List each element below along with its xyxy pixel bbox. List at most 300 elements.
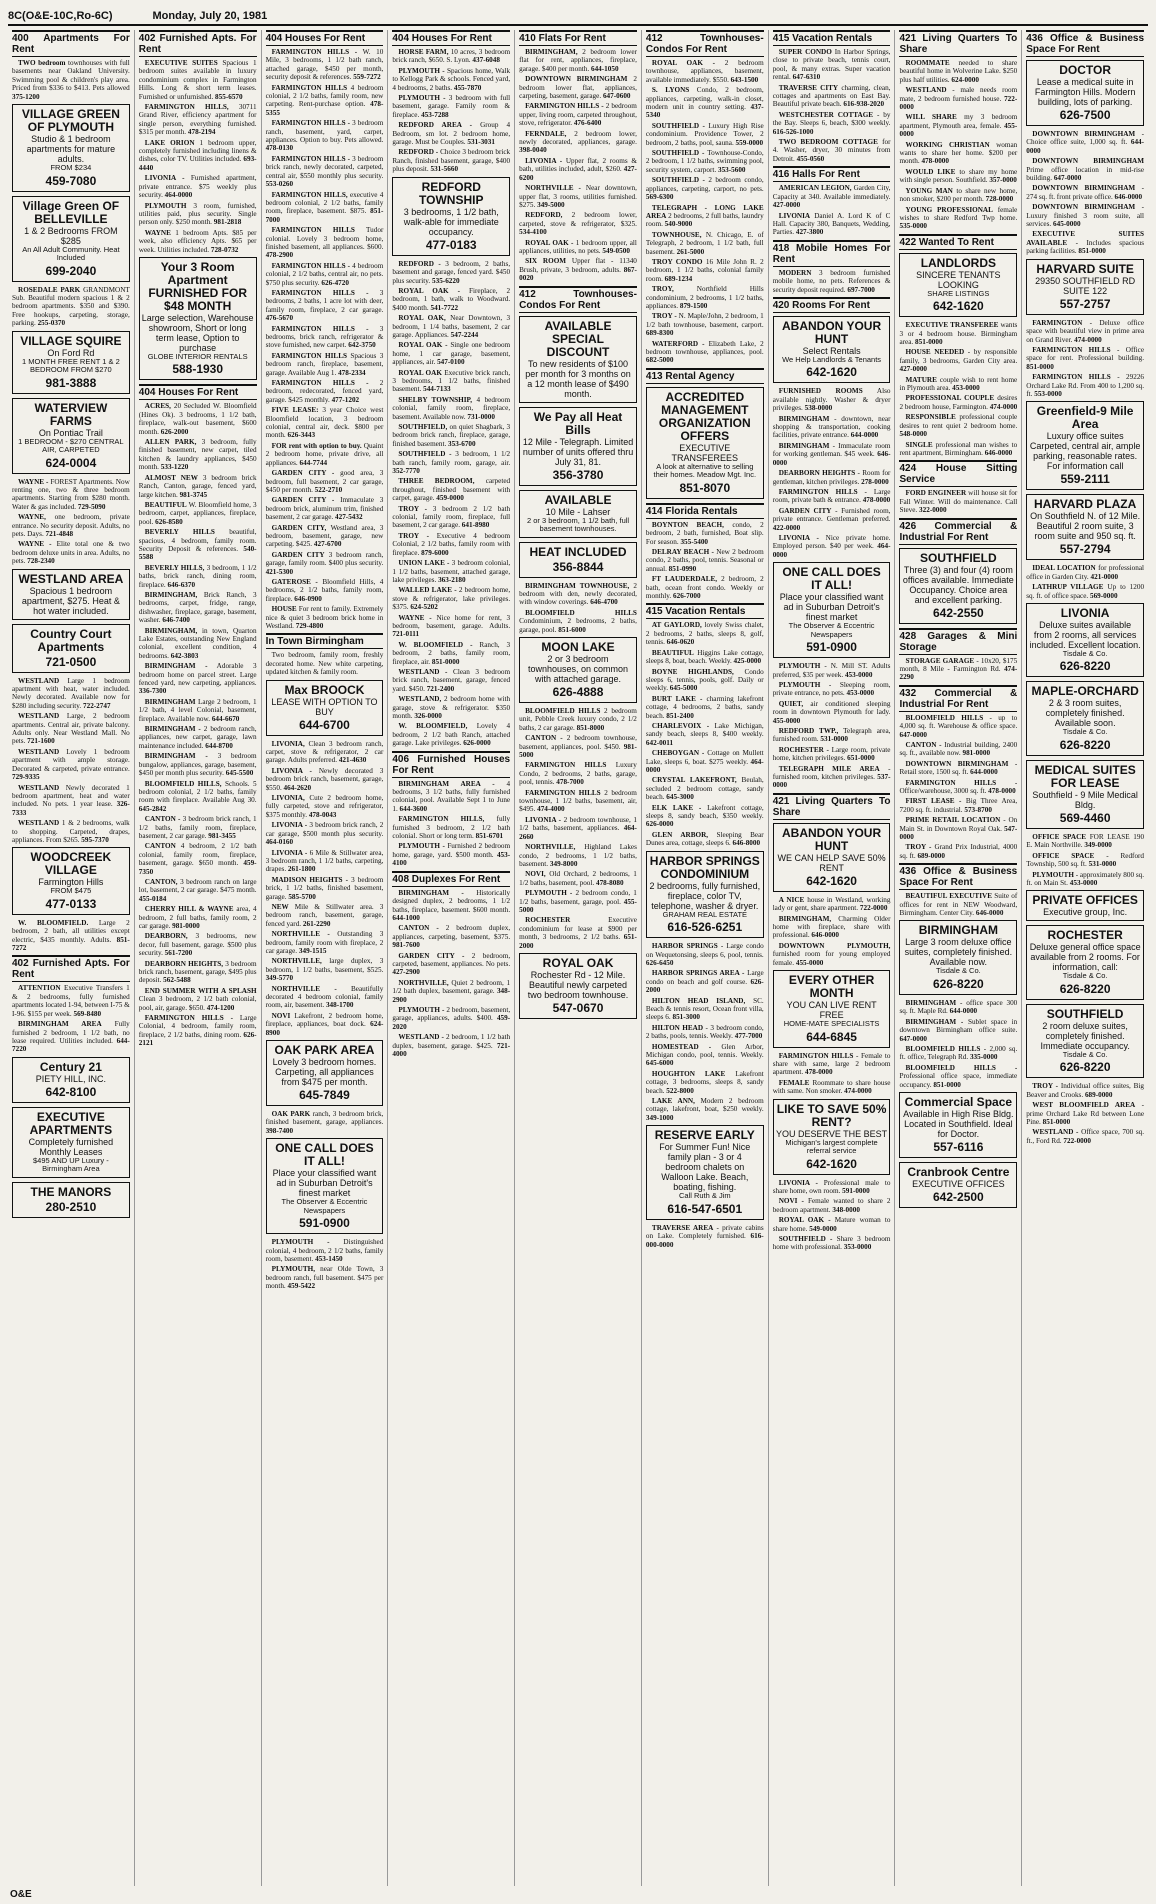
listing-lead: DOWNTOWN BIRMINGHAM	[1032, 184, 1136, 193]
listing-text: 10 acres, 3 bedroom brick ranch, $650. S. Lyon.	[392, 48, 511, 65]
listing-text: 3 bedroom ranch, garage, family room. $400 plus security.	[265, 550, 384, 568]
listing-text: Beautifully decorated 4 bedroom colonial, family room, air, basement.	[265, 984, 384, 1010]
listing-text: Glen Arbor, Michigan condo, pool, tennis. Weekly.	[645, 1042, 764, 1059]
listing-phone: 624-5202	[410, 603, 438, 612]
display-ad	[899, 920, 1017, 995]
display-ad	[1026, 681, 1144, 756]
listing-lead: BLOOMFIELD HILLS,	[144, 779, 222, 788]
display-ad-big: MEDICAL SUITES FOR LEASE	[1034, 762, 1136, 790]
listing-lead: S. LYONS	[651, 86, 690, 95]
listing-lead: WAYNE,	[18, 513, 46, 522]
listing-text: my 3 bedroom apartment, Plymouth area, female.	[899, 113, 1018, 130]
classified-listing	[646, 285, 764, 310]
listing-lead: ROYAL OAK -	[651, 59, 716, 67]
classified-listing	[519, 582, 637, 607]
display-ad-big: MOON LAKE	[541, 640, 615, 654]
listing-text: in town, Quarton Lake Estates, outstanding New England colonial, excellent condition, 4 bedrooms.	[138, 626, 257, 660]
listing-lead: REDFORD AREA -	[398, 121, 472, 130]
listing-lead: FARMINGTON HILLS	[525, 788, 601, 797]
listing-text: 2 bedroom, carpeted, basement, appliances. No pets.	[392, 951, 511, 968]
listing-phone: 398-0040	[519, 146, 547, 155]
listing-text: Mature woman to share home.	[772, 1216, 891, 1233]
classified-listing	[773, 488, 891, 505]
listing-lead: BEAUTIFUL EXECUTIVE	[905, 892, 992, 901]
classified-listing	[266, 119, 384, 153]
listing-lead: FIVE LEASE:	[271, 406, 319, 415]
listing-text: - Immaculate room for working gentleman. $45 week.	[772, 441, 891, 459]
listing-phone: 453-0000	[846, 689, 875, 698]
listing-lead: WAYNE -	[18, 540, 52, 549]
listing-text: - prime Orchard Lake Rd between Lone Pine.	[1026, 1101, 1145, 1127]
listing-lead: TROY -	[1032, 1082, 1058, 1091]
classified-listing	[139, 202, 257, 227]
listing-phone: 478-2334	[338, 368, 366, 377]
listing-text: large duplex, 3 bedroom, 1 1/2 baths, basement, $525.	[265, 957, 384, 974]
listing-phone: 522-8000	[666, 1086, 694, 1095]
listing-lead: FARMINGTON HILLS -	[271, 154, 351, 163]
listing-phone: 851-7272	[12, 935, 130, 953]
classified-listing	[392, 722, 510, 747]
listing-text: Westland area, 3 bedroom, basement, garage, new carpeting. $425.	[265, 523, 384, 549]
listing-text: - Room for gentleman, kitchen privileges.	[772, 469, 891, 486]
display-ad	[899, 1092, 1017, 1158]
listing-phone: 851-0990	[668, 564, 697, 573]
classified-listing	[139, 528, 257, 562]
classified-listing	[899, 843, 1017, 860]
classified-listing	[773, 700, 891, 725]
listing-phone: 689-0000	[1084, 1090, 1113, 1099]
classified-listing	[773, 212, 891, 237]
display-ad-mid: Three (3) and four (4) room offices available. Immediate Occupancy. Choice area and excellent parking.	[902, 564, 1014, 605]
listing-phone: 464-0160	[265, 838, 294, 847]
listing-text: 2 bedroom townhouse, appliances, basement, available immediately. $550.	[645, 59, 764, 84]
display-ad	[1026, 1004, 1144, 1079]
listing-phone: 651-0000	[847, 754, 875, 763]
listing-lead: ELK LAKE -	[651, 803, 702, 812]
display-ad-mid: Southfield - 9 Mile Medical Bldg.	[1032, 789, 1138, 810]
listing-lead: BURT LAKE -	[651, 694, 703, 703]
listing-phone: 549-0000	[809, 1224, 837, 1233]
classified-listing	[646, 122, 764, 147]
classified-listing	[12, 748, 130, 782]
classified-listing	[266, 930, 384, 955]
listing-text: - by responsible family, 3 bedrooms, Garden City area.	[899, 348, 1018, 365]
listing-phone: 644-0000	[1026, 138, 1145, 155]
classified-listing	[1026, 319, 1144, 344]
listing-lead: PLYMOUTH -	[398, 842, 445, 851]
classified-listing	[646, 776, 764, 801]
listing-text: 2 bedroom condo, appliances, carpeting, carport, no pets.	[645, 176, 764, 193]
classified-listing	[392, 889, 510, 923]
classified-listing	[392, 287, 510, 312]
listing-text: Choice 3 bedroom brick Ranch, finished basement, garage, $400 plus deposit.	[392, 148, 511, 174]
display-ad-mid: YOU DESERVE THE BEST	[775, 1128, 888, 1139]
display-ad-big: WOODCREEK VILLAGE	[30, 850, 112, 878]
classified-listing	[899, 413, 1017, 438]
listing-lead: WEST BLOOMFIELD AREA	[1032, 1101, 1136, 1110]
listing-text: Elite total one & two bedroom deluxe units in area. Adults, no pets.	[12, 540, 130, 566]
classified-column	[262, 30, 389, 1886]
listing-lead: FARMINGTON HILLS,	[144, 103, 229, 112]
display-ad-num: 356-3780	[552, 467, 604, 482]
display-ad-mid: PIETY HILL, INC.	[35, 1073, 107, 1084]
listing-phone: 278-0000	[861, 477, 889, 486]
classified-listing	[773, 1235, 891, 1252]
listing-phone: 547-0100	[437, 358, 465, 367]
listing-text: 3 bedroom, fully finished basement, new carpet, tiled kitchen & laundry appliances, $450 month.	[138, 438, 257, 472]
listing-phone: 644-8700	[205, 741, 233, 750]
classified-listing	[773, 1216, 891, 1233]
classified-listing	[139, 591, 257, 625]
listing-text: Female wanted to share 2 bedroom apartment.	[772, 1197, 891, 1214]
listing-lead: SOUTHFIELD -	[651, 176, 705, 185]
listing-text: Lakefront cottage, 3 bedrooms, sleeps 8, sandy beach.	[645, 1069, 764, 1095]
listing-phone: 721-0111	[392, 630, 420, 639]
listing-text: 30711 Grand River, efficiency apartment for single person, everything furnished. $315 per month.	[138, 103, 257, 137]
listing-phone: 353-0000	[843, 1243, 872, 1252]
listing-text: desires 2 bedroom house, Farmington.	[899, 394, 1018, 411]
listing-phone: 326-7333	[12, 800, 130, 817]
listing-lead: BIRMINGHAM,	[778, 914, 832, 923]
classified-listing	[899, 59, 1017, 84]
classified-listing	[392, 532, 510, 557]
classified-listing	[392, 952, 510, 977]
classified-listing	[899, 779, 1017, 796]
classified-listing	[646, 312, 764, 337]
listing-phone: 537-0000	[772, 773, 891, 790]
classified-listing	[646, 231, 764, 256]
classified-listing	[646, 1224, 764, 1249]
listing-text: 1 bedroom upper, completely furnished including linens & dishes, color TV. Utilities included.	[138, 138, 257, 164]
display-ad-num: 459-7080	[45, 173, 97, 188]
display-ad-mid: EXECUTIVE TRANSFEREES	[671, 442, 739, 463]
listing-text: Quaint 2 bedroom home, private drive, all appliances.	[265, 441, 384, 467]
classified-listing	[139, 842, 257, 876]
listing-text: 3 bedroom brick, 1 1/2 baths, finished basement, garage.	[265, 875, 384, 901]
listing-lead: HARBOR SPRINGS	[651, 942, 718, 951]
listing-lead: FARMINGTON HILLS -	[271, 119, 351, 128]
listing-text: Executive condominium for lease at $900 per month, 3 bedrooms, 2 1/2 baths.	[519, 916, 637, 942]
listing-text: 4 bedrooms, 3 1/2 baths, fully furnished colonial, pool. Available Sept 1 to June 1.	[392, 779, 511, 813]
listing-phone: 721-1600	[27, 737, 55, 746]
display-ad	[519, 953, 637, 1019]
listing-lead: ALMOST NEW	[144, 473, 198, 482]
classified-listing	[899, 376, 1017, 393]
display-ad-num: 626-8220	[1059, 1060, 1111, 1075]
listing-lead: LIVONIA	[778, 211, 811, 220]
listing-phone: 455-0000	[899, 121, 1018, 139]
listing-phone: 427-6200	[519, 165, 637, 182]
listing-phone: 851-6000	[558, 625, 586, 634]
listing-text: 20 Secluded W. Bloomfield (Hines Ok). 3 bedrooms, 1 1/2 bath, fireplace, walk-out basement, $600 month.	[138, 402, 257, 436]
listing-lead: HOMESTEAD -	[651, 1042, 712, 1051]
listing-text: on quiet Shagbark, 3 bedroom brick ranch, fireplace, garage, finished basement.	[392, 423, 511, 448]
classified-column	[895, 30, 1022, 1886]
listing-phone: 261-5000	[676, 247, 705, 256]
listing-phone: 548-0000	[899, 430, 928, 439]
listing-text: Luxury High Rise condominium. Providence Tower, 2 bedroom, 2 baths, pool, sauna.	[645, 121, 764, 147]
listing-text: Beulah, secluded 2 bedroom cottage, sandy beach.	[645, 776, 764, 802]
listing-text: Schools. 5 bedroom colonial, 2 1/2 baths, family room with fireplace. Available Aug 30.	[138, 779, 257, 805]
listing-lead: WESTLAND	[905, 86, 947, 95]
listing-phone: 731-0000	[467, 412, 495, 421]
classified-listing	[519, 707, 637, 732]
classified-listing	[392, 505, 510, 530]
listing-phone: 544-7133	[423, 385, 451, 394]
listing-text: woman wants to share her home. $200 per month.	[899, 140, 1018, 166]
listing-lead: W. BLOOMFIELD,	[398, 722, 468, 731]
classified-listing	[392, 94, 510, 119]
display-ad-mid: Luxury office suites Carpeted, central air, ample parking, reasonable rates. For information call	[1029, 431, 1141, 472]
listing-phone: 349-0000	[1084, 841, 1112, 850]
listing-lead: LIVONIA -	[271, 848, 308, 857]
display-ad	[899, 253, 1017, 318]
listing-phone: 322-0000	[919, 506, 947, 515]
display-ad-sm: GLOBE INTERIOR RENTALS	[147, 351, 248, 361]
display-ad	[12, 1182, 130, 1218]
listing-lead: OFFICE SPACE	[1032, 851, 1095, 860]
listing-text: Elizabeth Lake, 2 bedroom townhouse, appliances, pool.	[645, 339, 764, 356]
listing-lead: SOUTHFIELD,	[398, 423, 448, 431]
display-ad-sm: $495 AND UP Luxury - Birmingham Area	[33, 1155, 109, 1174]
display-ad-num: 626-7500	[1059, 108, 1111, 122]
display-ad-big: Village Green OF BELLEVILLE	[22, 198, 120, 226]
display-ad-num: 644-6845	[806, 1029, 857, 1044]
display-ad-mid: Farmington Hills	[38, 877, 104, 888]
listing-lead: BIRMINGHAM -	[144, 752, 208, 761]
listing-lead: GARDEN CITY -	[271, 469, 335, 478]
display-ad-mid: Place your classified want ad in Suburban Detroit's finest market	[779, 592, 884, 623]
classified-listing	[139, 139, 257, 173]
listing-lead: WESTLAND	[18, 676, 60, 685]
listing-phone: 437-5340	[645, 103, 764, 120]
listing-text: Mile & Stillwater area. 3 bedroom ranch, basement, garage, fenced yard.	[265, 902, 384, 928]
display-ad	[12, 196, 130, 282]
listing-phone: 851-0000	[1078, 247, 1106, 256]
listing-phone: 721-2400	[426, 684, 455, 693]
classified-listing	[392, 341, 510, 366]
display-ad-mid: Large selection, Warehouse showroom, Short or long term lease, Option to purchase	[141, 312, 254, 353]
listing-lead: DOWNTOWN BIRMINGHAM	[1032, 130, 1136, 138]
listing-text: 3 bedrooms, 2 baths, 1 acre lot with deer, family room, fireplace, 2 car garage.	[265, 288, 384, 314]
classified-listing	[519, 789, 637, 814]
listing-text: professional man wishes to rent apartment, Birmingham.	[899, 440, 1018, 457]
listing-phone: 624-0000	[951, 75, 979, 84]
display-ad-big: WATERVIEW FARMS	[34, 400, 108, 428]
listing-phone: 626-2121	[138, 1030, 257, 1048]
listing-lead: PLYMOUTH	[1032, 870, 1074, 879]
display-ad-sm: SHARE LISTINGS	[927, 288, 990, 298]
listing-lead: FARMINGTON HILLS	[271, 83, 348, 92]
listing-lead: BIRMINGHAM TOWNHOUSE,	[525, 581, 630, 590]
classified-listing	[139, 878, 257, 903]
display-ad-num: 588-1930	[172, 362, 224, 377]
classified-listing	[646, 722, 764, 747]
display-ad-num: 642-1620	[806, 365, 857, 380]
listing-text: - approximately 800 sq. ft. on Main St.	[1026, 870, 1145, 887]
listing-lead: NORTHVILLE,	[398, 978, 449, 987]
display-ad-mid: Completely furnished Monthly Leases	[28, 1136, 114, 1157]
classified-listing	[139, 662, 257, 696]
listing-phone: 459-0000	[436, 494, 464, 503]
classified-listing	[646, 804, 764, 829]
listing-phone: 981-0000	[172, 922, 200, 930]
listing-text: Executive brick ranch, 3 bedrooms, 1 1/2 baths, finished basement.	[392, 368, 511, 394]
display-ad-sm: 2 or 3 bedroom, 1 1/2 bath, full basement townhouses.	[526, 515, 630, 534]
listing-phone: 642-3750	[348, 341, 376, 350]
classified-listing	[266, 985, 384, 1010]
classified-listing	[646, 668, 764, 693]
display-ad-big: Greenfield-9 Mile Area	[1036, 404, 1134, 432]
display-ad-big: HARVARD PLAZA	[1034, 497, 1137, 512]
classified-listing	[1026, 871, 1144, 888]
classified-listing	[1026, 373, 1144, 398]
section-heading: 414 Florida Rentals	[646, 503, 764, 519]
listing-lead: TROY,	[651, 285, 674, 294]
listing-lead: RESPONSIBLE	[905, 413, 956, 422]
display-ad-mid: For Summer Fun! Nice family plan - 3 or 4 bedroom chalets on Walloon Lake. Beach, boating, fishing.	[659, 1142, 751, 1193]
listing-phone: 421-0000	[1090, 572, 1119, 581]
listing-lead: FARMINGTON HILLS,	[398, 815, 485, 824]
classified-listing	[646, 548, 764, 573]
display-ad-num: 644-6700	[299, 717, 350, 732]
listing-phone: 728-0732	[210, 245, 239, 254]
classified-listing	[12, 540, 130, 565]
listing-lead: NORTHVILLE -	[525, 184, 581, 193]
listing-text: - Luxury finished 3 room suite, all services.	[1026, 203, 1145, 229]
display-ad-num: 981-3888	[45, 375, 97, 390]
listing-lead: PLYMOUTH -	[271, 1238, 330, 1247]
section-heading: 410 Flats For Rent	[519, 30, 637, 46]
display-ad-big: Cranbrook Centre	[907, 1165, 1010, 1180]
listing-phone: 626-2000	[160, 427, 189, 436]
listing-phone: 553-0260	[265, 180, 294, 189]
listing-text: Newly decorated 1 bedroom apartment, heat and water included. No pets. 1 year lease.	[12, 783, 130, 809]
classified-column	[388, 30, 515, 1886]
listing-text: Fully furnished 2 bedroom, 1 1/2 bath, no lease required. Utilities included.	[12, 1020, 130, 1045]
listing-phone: 261-2290	[302, 919, 331, 928]
classified-listing	[266, 578, 384, 603]
display-ad-sm: Tisdale & Co.	[1062, 648, 1108, 658]
listing-text: Furnished apartment, private entrance. $75 weekly plus security.	[138, 174, 257, 200]
listing-lead: GATEROSE -	[271, 577, 318, 586]
listing-phone: 559-0000	[735, 138, 764, 147]
classified-listing	[266, 1012, 384, 1037]
classified-listing	[646, 575, 764, 600]
display-ad	[1026, 259, 1144, 315]
listing-phone: 455-0184	[138, 894, 167, 903]
display-ad	[392, 177, 510, 256]
listing-text: 2 bedroom with den, newly decorated, with window coverings.	[519, 581, 637, 607]
listing-lead: IDEAL LOCATION	[1032, 564, 1096, 573]
listing-text: Professional office space, immediate occupancy.	[899, 1072, 1018, 1089]
section-heading: 412 Townhouses-Condos For Rent	[646, 30, 764, 57]
listing-lead: REDFORD,	[525, 211, 563, 220]
listing-phone: 851-2400	[666, 711, 694, 720]
classified-listing	[899, 760, 1017, 777]
listing-lead: HORSE FARM,	[398, 48, 449, 56]
listing-text: 3 bedroom colonial, 1 1/2 baths, basement, attached garage, lake privileges.	[392, 559, 511, 584]
display-ad-big: RESERVE EARLY	[654, 1128, 755, 1143]
classified-listing	[12, 59, 130, 101]
listing-lead: EXECUTIVE SUITES AVAILABLE	[1026, 230, 1145, 247]
listing-lead: WESTLAND -	[398, 1033, 444, 1042]
listing-phone: 453-0000	[952, 384, 980, 393]
listing-phone: 453-4100	[392, 850, 511, 868]
listing-phone: 642-0011	[645, 738, 674, 747]
classified-listing	[139, 815, 257, 840]
listing-text: Lovely 1 bedroom apartment with ample storage. Decorated & carpeted, private entrance.	[12, 747, 130, 773]
classified-listing	[773, 534, 891, 559]
listing-text: area, 4 bedroom, 2 full baths, family room, 2 car garage.	[138, 905, 257, 930]
display-ad-mid: Deluxe general office space available from 2 rooms. For information, call:	[1029, 942, 1141, 973]
listing-text: Executive 4 bedroom Colonial, 2 1/2 baths, family room with fireplace.	[392, 531, 511, 557]
classified-listing	[646, 749, 764, 774]
display-ad-mid: 2 bedrooms, fully furnished, fireplace, color TV, telephone, washer & dryer.	[649, 880, 761, 911]
listing-text: - private cabins on Lake. Completely furnished.	[645, 1223, 764, 1241]
listing-text: - 3 bedroom condo, 2 baths, pools, tennis. Weekly.	[645, 1023, 764, 1041]
classified-listing	[519, 75, 637, 100]
classified-listing	[773, 765, 891, 790]
listing-phone: 459-5422	[287, 1282, 316, 1291]
listing-lead: GARDEN CITY -	[271, 496, 335, 505]
listing-lead: FARMINGTON HILLS -	[525, 102, 604, 111]
listing-text: 3 bedroom brick ranch, newly decorated, carpeted, central air, $550 monthly plus security.	[265, 154, 384, 180]
listing-phone: 644-0000	[949, 1007, 978, 1016]
listing-text: - Office space for rent. Professional building.	[1026, 345, 1145, 363]
listing-text: Cottage on Mullett Lake, sleeps 6, boat. $275 weekly.	[645, 749, 764, 766]
classified-listing	[266, 794, 384, 819]
classified-listing	[139, 474, 257, 499]
classified-listing	[773, 138, 891, 163]
listing-text: 3 bedroom brick ranch, 1 1/2 baths, family room, fireplace, basement, 2 car garage.	[138, 815, 257, 840]
display-ad	[646, 851, 764, 939]
listing-text: For rent to family. Extremely nice & quiet 3 bedroom brick home in Westland.	[265, 605, 384, 630]
listing-text: Spacious home, Walk to Kellogg Park & schools. Fenced yard, 4 bedrooms, 2 baths.	[392, 66, 511, 92]
listing-lead: THREE BEDROOM,	[398, 477, 475, 486]
listing-lead: ROCHESTER	[525, 916, 571, 925]
listing-lead: NORTHVILLE -	[271, 984, 337, 993]
listing-phone: 851-7000	[265, 207, 384, 224]
classified-listing	[773, 442, 891, 467]
listing-text: 2 bedroom duplex, appliances, carpeting, basement, $375.	[392, 924, 511, 941]
listing-lead: PLYMOUTH -	[525, 889, 573, 898]
listing-phone: 646-0000	[975, 909, 1004, 918]
listing-lead: CANTON -	[525, 734, 563, 743]
listing-phone: 646-8000	[732, 839, 761, 848]
listing-lead: CANTON,	[144, 877, 178, 886]
listing-text: Sublet space in downtown Birmingham office suite.	[899, 1017, 1018, 1035]
listing-text: - 2,000 sq. ft. office, Telegraph Rd.	[899, 1045, 1018, 1062]
classified-listing	[773, 681, 891, 698]
listing-lead: BOYNE HIGHLANDS,	[651, 667, 734, 676]
listing-text: 3 bedroom ranch, basement, yard, carpet, appliances. Option to buy. Pets allowed.	[265, 119, 384, 145]
listing-phone: 851-0000	[1042, 1118, 1071, 1127]
classified-listing	[266, 1238, 384, 1263]
listing-text: Newly decorated 3 bedroom brick ranch, basement, garage, $550.	[265, 766, 384, 792]
listing-lead: END SUMMER WITH A SPLASH	[144, 986, 257, 995]
classified-listing	[899, 657, 1017, 682]
listing-text: 3 bedroom bungalow, appliances, garage, basement, $450 per month plus security.	[138, 752, 257, 778]
listing-text: Large condo on beach and golf course.	[645, 969, 764, 986]
listing-phone: 569-8480	[73, 1009, 102, 1018]
classified-listing	[266, 496, 384, 521]
display-ad-big: ROCHESTER	[1047, 928, 1123, 943]
listing-phone: 981-0000	[962, 749, 991, 758]
classified-listing	[266, 903, 384, 928]
classified-listing	[139, 627, 257, 661]
classified-listing	[392, 842, 510, 867]
